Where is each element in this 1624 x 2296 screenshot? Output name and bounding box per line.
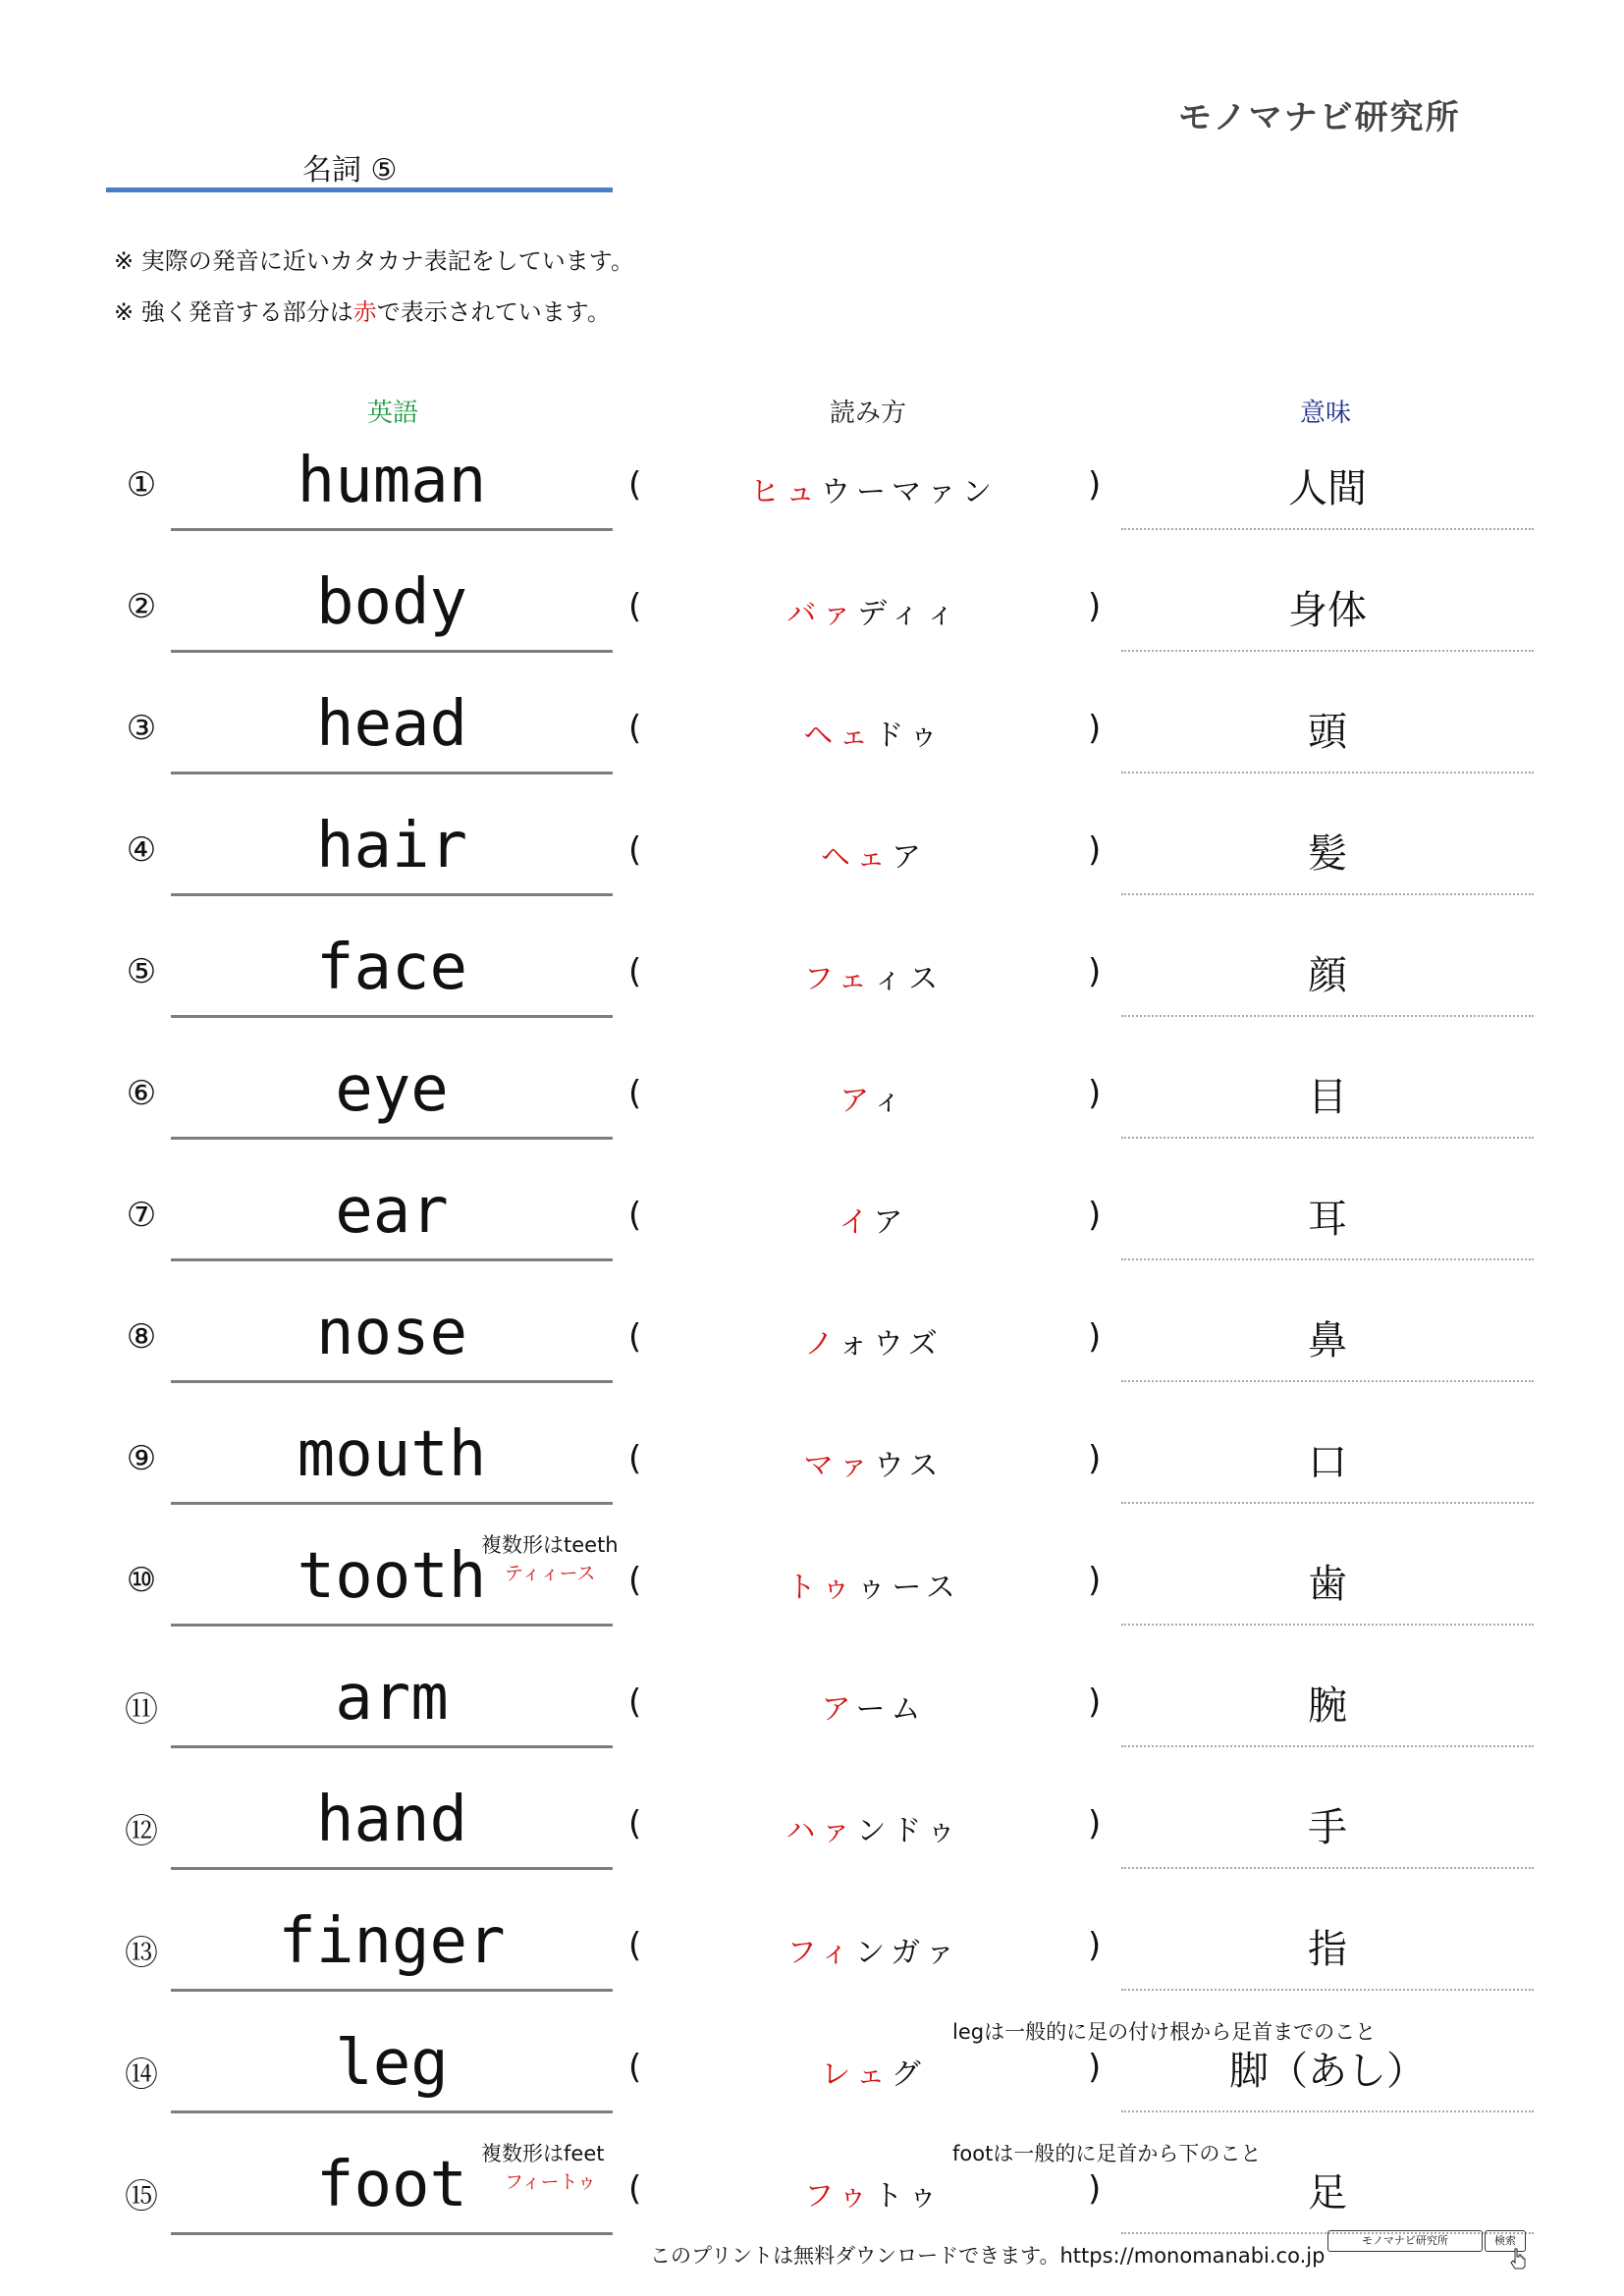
brand-logo: モノマナビ研究所 xyxy=(1178,98,1461,137)
row-number: ① xyxy=(126,465,157,505)
english-word: head xyxy=(315,688,468,761)
reading-rest: ォウズ xyxy=(838,1327,944,1362)
plural-note: 複数形はteeth xyxy=(481,1533,619,1557)
english-underline xyxy=(171,893,613,896)
paren-left: ( xyxy=(628,952,642,991)
reading-stress: ヒュ xyxy=(750,475,821,509)
paren-left: ( xyxy=(628,1561,642,1600)
meaning-note: legは一般的に足の付け根から足首までのこと xyxy=(952,2020,1377,2044)
vocab-row xyxy=(0,1417,1624,1539)
search-box[interactable]: モノマナビ研究所 xyxy=(1327,2230,1483,2252)
row-number: ④ xyxy=(126,830,157,870)
reading-rest: ア xyxy=(892,840,927,875)
meaning: 身体 xyxy=(1288,588,1367,633)
reading-rest: ンドゥ xyxy=(856,1814,962,1848)
row-number: ⑤ xyxy=(126,952,157,991)
reading-stress: ア xyxy=(839,1084,873,1118)
reading-stress: バァ xyxy=(786,597,858,631)
row-number: ⑩ xyxy=(126,1561,157,1600)
reading-stress: ヘェ xyxy=(821,840,892,875)
meaning-underline xyxy=(1121,528,1534,530)
reading-stress: フゥ xyxy=(804,2179,874,2214)
reading-rest: ドゥ xyxy=(874,719,945,753)
reading-rest: ゥース xyxy=(856,1571,961,1605)
reading-rest: ィ xyxy=(872,1084,908,1118)
search-button[interactable]: 検索 xyxy=(1485,2230,1526,2252)
english-underline xyxy=(171,772,613,774)
english-word: hair xyxy=(315,810,468,882)
title-underline xyxy=(106,187,613,192)
english-word: leg xyxy=(335,2027,449,2100)
vocab-row xyxy=(0,2020,1624,2148)
footer-text: このプリントは無料ダウンロードできます。https://monomanabi.co.jp xyxy=(650,2244,1326,2268)
meaning-underline xyxy=(1121,650,1534,652)
reading xyxy=(687,711,1060,754)
page-title: 名詞 ⑤ xyxy=(302,153,398,187)
meaning-underline xyxy=(1121,1380,1534,1382)
meaning: 人間 xyxy=(1288,466,1367,511)
row-number: ② xyxy=(126,587,157,626)
reading-rest: ウス xyxy=(874,1449,945,1483)
meaning: 耳 xyxy=(1308,1197,1347,1242)
reading-stress: フェ xyxy=(803,962,874,996)
reading-stress: イ xyxy=(839,1205,874,1240)
paren-right: ) xyxy=(1088,1317,1102,1357)
paren-left: ( xyxy=(628,1317,642,1357)
meaning: 足 xyxy=(1308,2170,1347,2216)
meaning-underline xyxy=(1121,1745,1534,1747)
paren-left: ( xyxy=(628,2048,642,2087)
meaning-underline xyxy=(1121,1137,1534,1139)
vocab-row xyxy=(0,444,1624,565)
vocab-row xyxy=(0,809,1624,931)
english-word: tooth xyxy=(297,1540,487,1613)
paren-right: ) xyxy=(1088,1804,1102,1843)
reading-stress: ノ xyxy=(804,1327,839,1362)
english-underline xyxy=(171,1989,613,1992)
vocab-row xyxy=(0,1174,1624,1296)
english-word: finger xyxy=(278,1905,506,1978)
paren-left: ( xyxy=(628,830,642,870)
english-underline xyxy=(171,528,613,531)
paren-right: ) xyxy=(1088,1439,1102,1478)
english-word: body xyxy=(315,566,468,639)
row-number: ⑮ xyxy=(125,2177,158,2216)
paren-right: ) xyxy=(1088,2048,1102,2087)
note-stress-pre: ※ 強く発音する部分は xyxy=(114,298,353,326)
meaning-underline xyxy=(1121,893,1534,895)
reading-rest: トゥ xyxy=(873,2179,944,2214)
paren-right: ) xyxy=(1088,587,1102,626)
english-underline xyxy=(171,1867,613,1870)
row-number: ⑪ xyxy=(125,1690,158,1730)
reading xyxy=(687,1076,1060,1119)
meaning-underline xyxy=(1121,1989,1534,1991)
reading-rest: ーム xyxy=(855,1692,927,1727)
reading-stress: マァ xyxy=(803,1449,875,1483)
meaning: 脚（あし） xyxy=(1229,2049,1426,2094)
english-word: eye xyxy=(335,1053,449,1126)
header-reading: 読み方 xyxy=(829,399,906,428)
header-meaning: 意味 xyxy=(1299,399,1351,428)
english-underline xyxy=(171,650,613,653)
english-word: mouth xyxy=(297,1418,487,1491)
meaning: 頭 xyxy=(1308,710,1347,755)
vocab-row xyxy=(0,1052,1624,1174)
english-word: human xyxy=(297,445,487,517)
english-underline xyxy=(171,1624,613,1627)
reading xyxy=(687,467,1060,510)
paren-right: ) xyxy=(1088,952,1102,991)
reading-rest: ディィ xyxy=(857,597,961,631)
paren-right: ) xyxy=(1088,1926,1102,1965)
header-english: 英語 xyxy=(366,399,418,428)
paren-right: ) xyxy=(1088,830,1102,870)
meaning-note: footは一般的に足首から下のこと xyxy=(952,2142,1262,2165)
reading-stress: ア xyxy=(821,1692,856,1727)
meaning-underline xyxy=(1121,2110,1534,2112)
meaning-underline xyxy=(1121,1258,1534,1260)
reading-rest: ンガァ xyxy=(855,1936,961,1970)
paren-left: ( xyxy=(628,1682,642,1722)
vocab-row xyxy=(0,1783,1624,1904)
paren-left: ( xyxy=(628,587,642,626)
row-number: ⑭ xyxy=(125,2056,158,2095)
reading-stress: トゥ xyxy=(786,1571,857,1605)
meaning-underline xyxy=(1121,1015,1534,1017)
paren-right: ) xyxy=(1088,465,1102,505)
row-number: ⑧ xyxy=(126,1317,157,1357)
reading xyxy=(687,954,1060,997)
meaning: 目 xyxy=(1308,1075,1347,1120)
meaning-underline xyxy=(1121,772,1534,774)
reading xyxy=(687,832,1060,876)
english-underline xyxy=(171,1137,613,1140)
paren-left: ( xyxy=(628,709,642,748)
reading-rest: ィス xyxy=(873,962,945,996)
reading-rest: ア xyxy=(873,1205,909,1240)
meaning-underline xyxy=(1121,1502,1534,1504)
reading xyxy=(687,1684,1060,1728)
note-katakana: ※ 実際の発音に近いカタカナ表記をしています。 xyxy=(114,247,634,275)
paren-right: ) xyxy=(1088,1196,1102,1235)
vocab-row xyxy=(0,687,1624,809)
english-underline xyxy=(171,2110,613,2113)
reading-stress: レェ xyxy=(821,2057,892,2092)
meaning: 口 xyxy=(1308,1440,1347,1485)
row-number: ③ xyxy=(126,709,157,748)
english-word: hand xyxy=(315,1784,468,1856)
meaning: 歯 xyxy=(1308,1562,1347,1607)
row-number: ⑥ xyxy=(126,1074,157,1113)
paren-right: ) xyxy=(1088,1682,1102,1722)
english-underline xyxy=(171,1502,613,1505)
english-underline xyxy=(171,1015,613,1018)
english-word: nose xyxy=(315,1297,468,1369)
plural-reading: ティィース xyxy=(505,1563,596,1584)
hand-pointer-icon xyxy=(1510,2248,1526,2269)
vocab-row xyxy=(0,565,1624,687)
vocab-row xyxy=(0,1904,1624,2026)
reading xyxy=(687,1806,1060,1849)
reading xyxy=(687,1563,1060,1606)
paren-right: ) xyxy=(1088,1561,1102,1600)
note-stress xyxy=(114,293,611,327)
meaning-underline xyxy=(1121,1624,1534,1626)
reading xyxy=(687,2050,1060,2093)
row-number: ⑦ xyxy=(126,1196,157,1235)
meaning-underline xyxy=(1121,1867,1534,1869)
english-word: foot xyxy=(315,2149,468,2221)
reading-stress: フィ xyxy=(786,1936,856,1970)
meaning: 指 xyxy=(1308,1927,1347,1972)
plural-note: 複数形はfeet xyxy=(481,2142,605,2165)
plural-reading: フィートゥ xyxy=(505,2171,597,2193)
vocab-row xyxy=(0,1533,1624,1661)
paren-right: ) xyxy=(1088,1074,1102,1113)
paren-left: ( xyxy=(628,1804,642,1843)
reading-stress: ヘェ xyxy=(803,719,875,753)
paren-right: ) xyxy=(1088,709,1102,748)
row-number: ⑨ xyxy=(126,1439,157,1478)
reading xyxy=(687,1441,1060,1484)
meaning: 顔 xyxy=(1308,953,1347,998)
english-underline xyxy=(171,2232,613,2235)
meaning: 髪 xyxy=(1308,831,1347,877)
reading xyxy=(687,1319,1060,1362)
reading xyxy=(687,2171,1060,2215)
english-underline xyxy=(171,1745,613,1748)
reading-rest: ウーマァン xyxy=(821,475,998,509)
reading xyxy=(687,1928,1060,1971)
paren-left: ( xyxy=(628,2169,642,2209)
paren-left: ( xyxy=(628,1439,642,1478)
row-number: ⑫ xyxy=(125,1812,158,1851)
paren-left: ( xyxy=(628,1074,642,1113)
reading-rest: グ xyxy=(891,2057,927,2092)
paren-left: ( xyxy=(628,465,642,505)
english-word: arm xyxy=(335,1662,449,1735)
english-underline xyxy=(171,1258,613,1261)
note-stress-red: 赤 xyxy=(352,298,377,326)
vocab-row xyxy=(0,931,1624,1052)
paren-left: ( xyxy=(628,1196,642,1235)
meaning: 腕 xyxy=(1308,1683,1347,1729)
english-word: ear xyxy=(335,1175,449,1248)
english-word: face xyxy=(315,932,468,1004)
note-stress-post: で表示されています。 xyxy=(376,298,611,326)
reading-stress: ハァ xyxy=(785,1814,857,1848)
meaning: 手 xyxy=(1308,1805,1347,1850)
english-underline xyxy=(171,1380,613,1383)
paren-left: ( xyxy=(628,1926,642,1965)
meaning: 鼻 xyxy=(1308,1318,1347,1363)
reading xyxy=(687,589,1060,632)
row-number: ⑬ xyxy=(125,1934,158,1973)
vocab-row xyxy=(0,1661,1624,1783)
reading xyxy=(687,1198,1060,1241)
paren-right: ) xyxy=(1088,2169,1102,2209)
vocab-row xyxy=(0,1296,1624,1417)
